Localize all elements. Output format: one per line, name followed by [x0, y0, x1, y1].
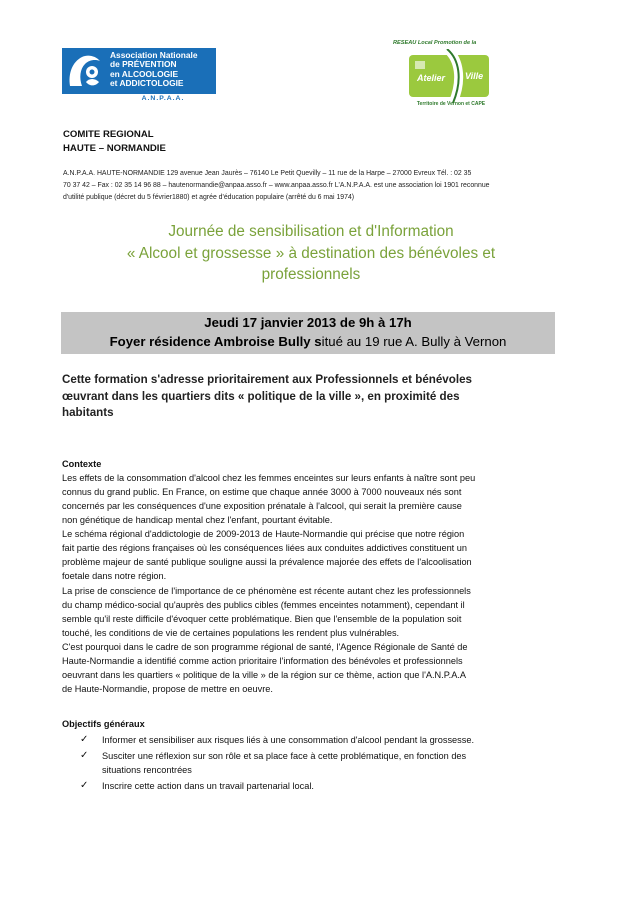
objective-text: situations rencontrées	[102, 765, 192, 775]
title-line: professionnels	[261, 266, 361, 283]
anpaa-emblem-icon	[62, 48, 108, 94]
title-line: Journée de sensibilisation et d'Information	[168, 223, 454, 240]
address-line: A.N.P.A.A. HAUTE-NORMANDIE 129 avenue Jean Jaurès – 76140 Le Petit Quevilly – 11 rue de la Harpe – 27000 Evreux Tél. : 02 35	[63, 170, 472, 177]
intro-line: œuvrant dans les quartiers dits « politique de la ville », en proximité des	[62, 389, 460, 403]
anpaa-name-line: de PRÉVENTION	[110, 59, 177, 70]
anpaa-logo	[62, 48, 216, 106]
intro-line: habitants	[62, 406, 114, 419]
title-line: « Alcool et grossesse » à destination des bénévoles et	[126, 244, 496, 262]
event-venue-rest: itué au 19 rue A. Bully à Vernon	[321, 334, 507, 349]
committee-line: COMITE REGIONAL	[63, 129, 154, 140]
paragraph-line: La prise de conscience de l'importance de ce phénomène est récente autant chez les professionnels	[62, 586, 471, 596]
list-item	[80, 779, 560, 793]
paragraph-line: de Haute-Normandie, propose de mettre en oeuvre.	[62, 683, 273, 694]
anpaa-name	[110, 51, 216, 88]
paragraph-line: Haute-Normandie a identifié comme action prioritaire l'information des bénévoles et professionnels	[62, 655, 463, 666]
event-venue	[61, 334, 555, 349]
paragraph-line: problème majeur de santé publique souligne aussi la prévalence majorée des effets de l'alcoolisation	[62, 556, 472, 567]
paragraph-line: foetale dans notre région.	[62, 570, 167, 581]
event-date: Jeudi 17 janvier 2013 de 9h à 17h	[204, 315, 412, 330]
sante-logo-bottom-text: Territoire de Vernon et CAPE	[416, 101, 486, 107]
atelier-sante-ville-logo	[393, 40, 505, 110]
address-line: 70 37 42 – Fax : 02 35 14 96 88 – hautenormandie@anpaa.asso.fr – www.anpaa.asso.fr L'A.N.P.A.A. est une association loi 1901 reconnue	[63, 182, 490, 190]
paragraph-line: concernés par les conséquences d'une exposition prénatale à l'alcool, qui serait la première cause	[62, 500, 462, 511]
address-line: d'utilité publique (décret du 5 février1880) et agrée d'éducation populaire (arrêté du 6 mai 1974)	[63, 194, 355, 202]
paragraph-line: semble qu'il reste difficile d'évoquer cette problématique. Bien que l'ensemble de la population soit	[62, 613, 462, 624]
anpaa-name-line: Association Nationale	[110, 50, 198, 60]
paragraph-line: touché, les conditions de vie de certaines populations les rendent plus vulnérables.	[62, 627, 400, 638]
event-venue-bold: Foyer résidence Ambroise Bully s	[109, 334, 322, 349]
page-title	[62, 221, 560, 286]
paragraph-line: fait partie des régions françaises où les conséquences liées aux conduites addictives constituent un	[62, 542, 468, 553]
address-block	[63, 168, 563, 205]
anpaa-name-line: et ADDICTOLOGIE	[110, 77, 184, 88]
context-paragraph-3	[62, 585, 560, 641]
objectives-list	[80, 733, 560, 793]
paragraph-line: C'est pourquoi dans le cadre de son programme régional de santé, l'Agence Régionale de Santé de	[62, 642, 468, 652]
objective-text: Susciter une réflexion sur son rôle et sa place face à cette problématique, en fonction des	[102, 751, 467, 761]
paragraph-line: Les effets de la consommation d'alcool chez les femmes enceintes sur leurs enfants à naître sont peu	[62, 473, 476, 483]
anpaa-abbreviation: A.N.P.A.A.	[141, 95, 185, 102]
sante-logo-top-text: RESEAU Local Promotion de la	[393, 40, 477, 46]
committee-line: HAUTE – NORMANDIE	[63, 143, 166, 154]
paragraph-line: Le schéma régional d'addictologie de 2009-2013 de Haute-Normandie qui précise que notre région	[62, 529, 465, 539]
context-heading: Contexte	[62, 459, 102, 469]
sante-logo-word2: Ville	[465, 71, 484, 81]
paragraph-line: du champ médico-social qu'auprès des publics cibles (femmes enceintes notamment), cependant il	[62, 599, 465, 610]
check-icon: ✓	[80, 734, 89, 745]
atelier-sante-ville-emblem-icon	[407, 49, 491, 105]
check-icon: ✓	[80, 780, 89, 791]
list-item	[80, 749, 560, 777]
check-icon: ✓	[80, 750, 89, 761]
list-item	[80, 733, 560, 747]
committee-header	[63, 128, 166, 156]
paragraph-line: non génétique de handicap mental chez l'enfant, pourtant évitable.	[62, 514, 333, 525]
context-paragraph-2	[62, 528, 560, 584]
sante-logo-word1: Atelier	[417, 73, 446, 83]
objective-text: Inscrire cette action dans un travail partenarial local.	[102, 781, 314, 791]
intro-line: Cette formation s'adresse prioritairement aux Professionnels et bénévoles	[62, 373, 472, 386]
intro-statement	[62, 372, 560, 422]
objective-text: Informer et sensibiliser aux risques liés à une consommation d'alcool pendant la grossesse.	[102, 735, 474, 745]
context-paragraph-4	[62, 641, 560, 697]
objectives-heading: Objectifs généraux	[62, 719, 145, 729]
paragraph-line: connus du grand public. En France, on estime que chaque année 3000 à 7000 nouveaux nés sont	[62, 486, 462, 497]
paragraph-line: oeuvrant dans les quartiers « politique de la ville » de la région sur ce thème, action que l'A.N.P.A.A	[62, 669, 467, 680]
context-paragraph-1	[62, 472, 560, 528]
event-banner	[61, 312, 555, 354]
anpaa-name-line: en ALCOOLOGIE	[110, 68, 179, 79]
